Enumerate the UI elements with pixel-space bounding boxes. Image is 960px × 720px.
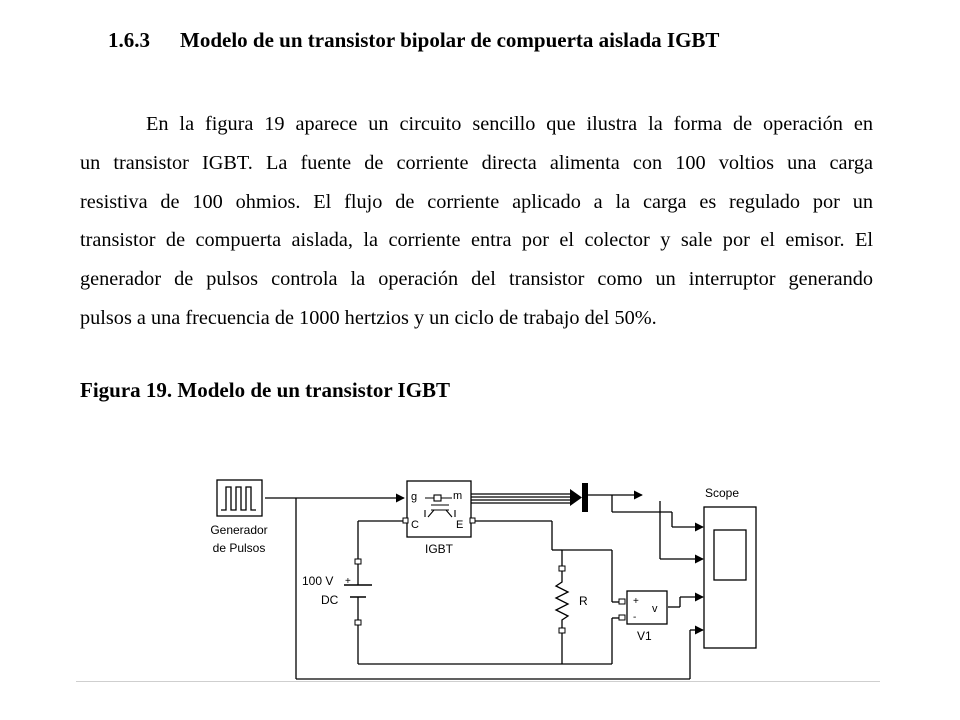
dc-label-1: 100 V [302,574,334,588]
scope-screen-icon [714,530,746,580]
paragraph-line: transistor de compuerta aislada, la corriente entra por el colector y sale por el emisor. El [80,229,873,252]
paragraph-line: un transistor IGBT. La fuente de corriente directa alimenta con 100 voltios una carga [80,151,873,174]
igbt-port-e: E [456,519,464,531]
dc-plus: + [345,576,351,587]
igbt-port-c: C [411,519,419,531]
paragraph-line: En la figura 19 aparece un circuito sencillo que ilustra la forma de operación en [146,113,873,135]
igbt-port-c-dot [403,518,408,523]
igbt-block [403,481,475,556]
voltmeter-minus: - [633,612,637,623]
dc-label-2: DC [321,593,339,607]
page-divider [76,681,880,682]
igbt-label: IGBT [424,542,454,556]
igbt-port-e-dot [470,518,475,523]
paragraph-line: generador de pulsos controla la operación del transistor como un interruptor generando [80,268,873,291]
section-title: Modelo de un transistor bipolar de compuerta aislada IGBT [180,28,720,52]
resistor-icon [556,571,568,628]
paragraph-line: pulsos a una frecuencia de 1000 hertzios y un ciclo de trabajo del 50%. [80,306,657,329]
pulse-label-1: Generador [210,523,268,537]
dc-source [302,559,372,625]
voltmeter-symbol: v [652,603,658,615]
resistor-label: R [579,594,588,608]
diode-icon [570,483,588,512]
voltmeter-plus: + [633,596,639,607]
pulse-label-2: de Pulsos [212,541,266,555]
figure-caption: Figura 19. Modelo de un transistor IGBT [80,378,451,402]
igbt-port-m: m [453,490,463,502]
resistor [556,566,588,633]
section-number: 1.6.3 [108,28,150,52]
pulse-generator-block [210,480,267,555]
voltmeter-label: V1 [637,629,652,643]
scope-label: Scope [705,486,740,500]
scope-block [704,486,756,648]
igbt-port-g: g [411,491,418,503]
paragraph-line: resistiva de 100 ohmios. El flujo de corriente aplicado a la carga es regulado por un [80,190,873,213]
voltmeter [619,591,667,643]
